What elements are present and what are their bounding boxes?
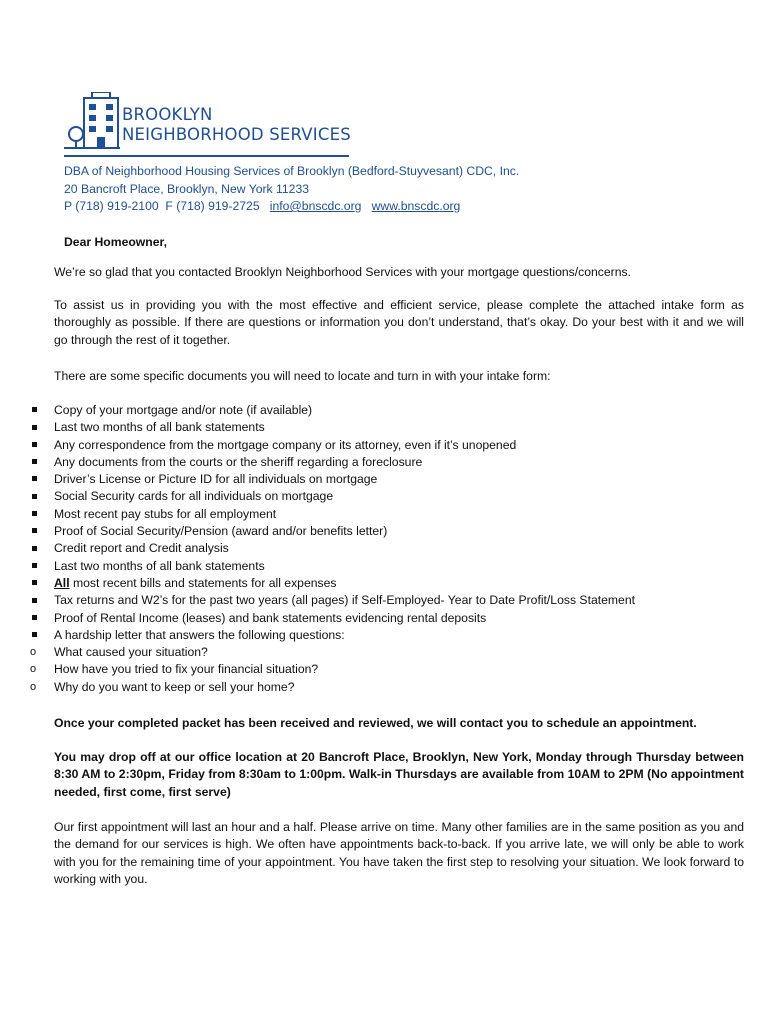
list-item: Last two months of all bank statements [30, 558, 750, 575]
sub-list-item: o How have you tried to fix your financial situation? [30, 661, 750, 678]
contact-notice: Once your completed packet has been received and reviewed, we will contact you to schedule an appointment. [54, 716, 697, 730]
drop-off-info: You may drop off at our office location at 20 Bancroft Place, Brooklyn, New York, Monday through Thursday between 8:30 AM to 2:30pm, Friday from 8:30am to 1:00pm. Walk-in Thursdays are available from 10AM to 2PM (No appointment needed, first come, first serve) [54, 750, 744, 799]
instructions-paragraph: To assist us in providing you with the most effective and efficient service, please complete the attached intake form as thoroughly as possible. If there are questions or information you don’t understand, that’s okay. Do your best with it and we will go through the rest of it together. [54, 298, 744, 347]
bullet-icon [30, 488, 46, 505]
all-emphasis: All [54, 575, 70, 590]
intro-paragraph: We’re so glad that you contacted Brooklyn Neighborhood Services with your mortgage questions/concerns. [54, 265, 631, 279]
letterhead [64, 163, 519, 216]
brand-line2: NEIGHBORHOOD SERVICES [122, 125, 351, 144]
letterhead-divider [64, 155, 349, 157]
brand-line1: BROOKLYN [122, 105, 213, 124]
list-item: Tax returns and W2’s for the past two years (all pages) if Self-Employed- Year to Date Profit/Loss Statement [30, 592, 750, 609]
list-item: Social Security cards for all individuals on mortgage [30, 488, 750, 505]
bullet-icon [30, 471, 46, 488]
list-item: Last two months of all bank statements [30, 419, 750, 436]
list-item: Any correspondence from the mortgage company or its attorney, even if it’s unopened [30, 437, 750, 454]
bullet-icon [30, 558, 46, 575]
list-item: Proof of Rental Income (leases) and bank statements evidencing rental deposits [30, 610, 750, 627]
bullet-icon [30, 610, 46, 627]
bullet-icon [30, 402, 46, 419]
fax-number: F (718) 919-2725 [165, 199, 260, 213]
sub-list-item: o What caused your situation? [30, 644, 750, 661]
list-item: Proof of Social Security/Pension (award and/or benefits letter) [30, 523, 750, 540]
bullet-icon [30, 575, 46, 592]
website-link[interactable]: www.bnscdc.org [371, 199, 461, 213]
circle-bullet-icon: o [30, 646, 37, 659]
list-item: Any documents from the courts or the sheriff regarding a foreclosure [30, 454, 750, 471]
sub-list-item: o Why do you want to keep or sell your home? [30, 679, 750, 696]
phone-number: P (718) 919-2100 [64, 199, 159, 213]
circle-bullet-icon: o [30, 663, 37, 676]
bullet-icon [30, 592, 46, 609]
address-line: 20 Bancroft Place, Brooklyn, New York 11233 [64, 181, 310, 196]
list-item: Driver’s License or Picture ID for all individuals on mortgage [30, 471, 750, 488]
bullet-icon [30, 627, 46, 644]
dba-line: DBA of Neighborhood Housing Services of Brooklyn (Bedford-Stuyvesant) CDC, Inc. [64, 164, 520, 178]
bullet-icon [30, 437, 46, 454]
closing-paragraph: Our first appointment will last an hour and a half. Please arrive on time. Many other families are in the same position as you and the demand for our services is high. We often have appointments back-to-back. If you arrive late, we will only be able to work with you for the remaining time of your appointment. You have taken the first step to resolving your situation. We look forward to working with you. [54, 820, 744, 887]
list-item: Most recent pay stubs for all employment [30, 506, 750, 523]
bullet-icon [30, 506, 46, 523]
bullet-icon [30, 454, 46, 471]
bullet-icon [30, 419, 46, 436]
circle-bullet-icon: o [30, 680, 37, 693]
brand-name [122, 105, 351, 145]
bullet-icon [30, 540, 46, 557]
email-link[interactable]: info@bnscdc.org [269, 199, 362, 213]
list-item: A hardship letter that answers the following questions: [30, 627, 750, 644]
list-item: Copy of your mortgage and/or note (if available) [30, 402, 750, 419]
list-item: All most recent bills and statements for all expenses [30, 575, 750, 592]
bullet-icon [30, 523, 46, 540]
documents-list [30, 402, 750, 696]
contact-line [64, 198, 519, 216]
list-item: Credit report and Credit analysis [30, 540, 750, 557]
salutation: Dear Homeowner, [64, 235, 167, 249]
documents-intro: There are some specific documents you will need to locate and turn in with your intake form: [54, 369, 551, 383]
